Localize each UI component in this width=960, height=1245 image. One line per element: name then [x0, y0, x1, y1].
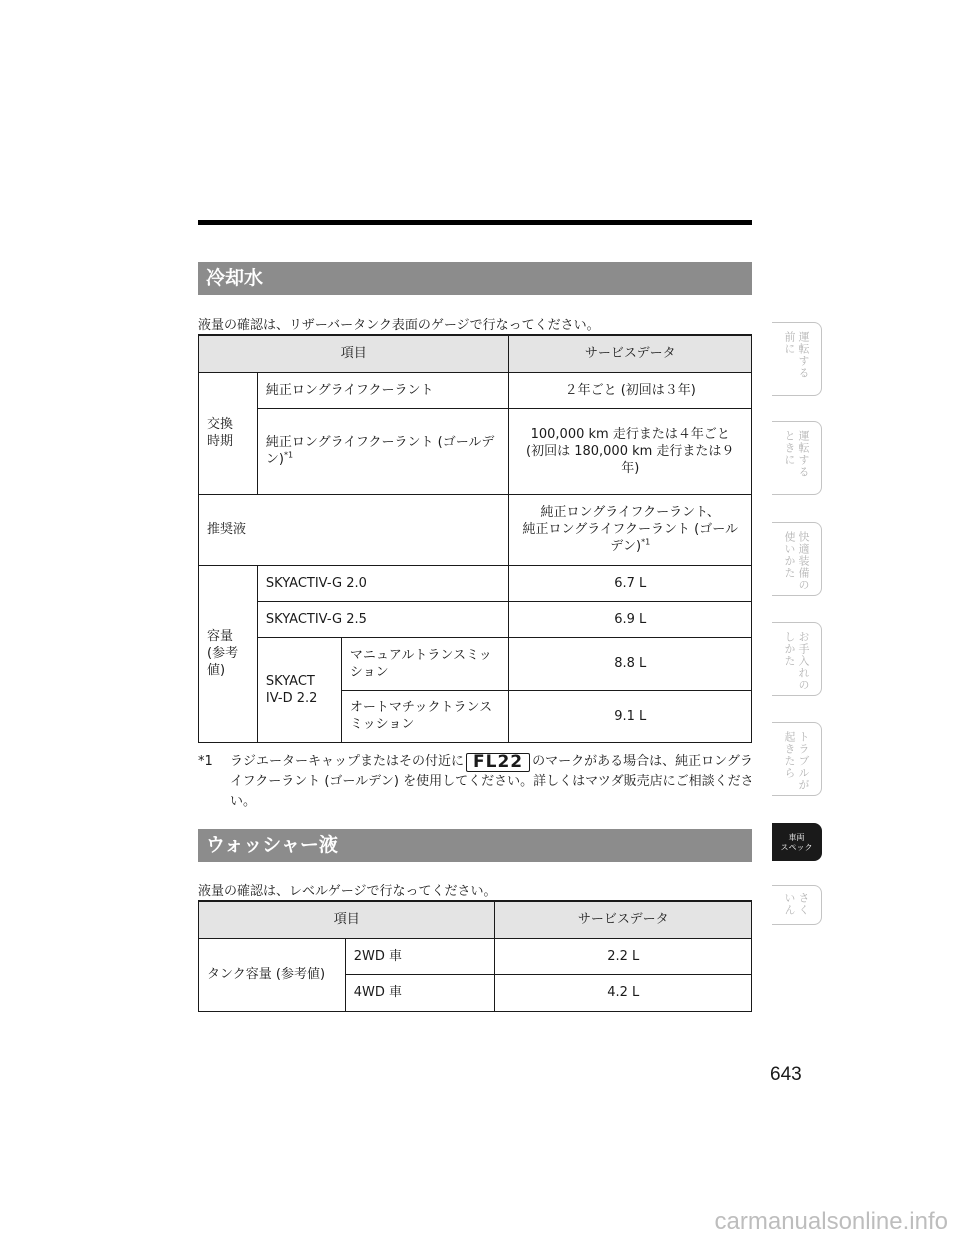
washer-intro: 液量の確認は、レベルゲージで行なってください。: [198, 884, 497, 899]
header-service-data: サービスデータ: [495, 901, 752, 938]
replace-row1-value: ２年ごと (初回は３年): [509, 372, 752, 408]
washer-2wd-value: 2.2 L: [495, 938, 752, 974]
section-title-washer: ウォッシャー液: [198, 829, 752, 862]
replace-row2-name: [257, 408, 509, 494]
capacity-g20-value: 6.7 L: [509, 565, 752, 601]
footnote-mark: *1: [198, 754, 213, 769]
coolant-footnote: [198, 752, 754, 812]
capacity-mt-name: マニュアルトランスミッション: [341, 637, 509, 690]
tab-comfort-features[interactable]: [772, 522, 822, 596]
coolant-table: [198, 334, 752, 743]
tank-capacity-label: タンク容量 (参考値): [199, 938, 346, 1011]
replace-row2-value: 100,000 km 走行または４年ごと (初回は 180,000 km 走行または９年): [509, 408, 752, 494]
fl22-badge: FL22: [466, 753, 530, 772]
capacity-label: 容量 (参考 値): [199, 565, 258, 742]
recommended-label: 推奨液: [199, 494, 509, 565]
top-rule: [198, 220, 752, 225]
tab-label-line1: 運転する: [797, 430, 810, 478]
recommended-value-text: 純正ロングライフクーラント、 純正ロングライフクーラント (ゴールデン): [522, 505, 738, 554]
tab-index[interactable]: [772, 885, 822, 925]
capacity-g25-name: SKYACTIV-G 2.5: [257, 601, 509, 637]
section-title-coolant: 冷却水: [198, 262, 752, 295]
coolant-intro: 液量の確認は、リザーバータンク表面のゲージで行なってください。: [198, 318, 600, 333]
footnote-body: [230, 752, 754, 812]
tab-label-line1: さく: [797, 892, 810, 916]
capacity-d22-name: SKYACT IV-D 2.2: [257, 637, 341, 742]
washer-table: [198, 900, 752, 1012]
recommended-value: [509, 494, 752, 565]
footnote-text-before: ラジエーターキャップまたはその付近に: [230, 754, 465, 769]
tab-label: 車両 スペック: [780, 833, 813, 852]
tab-label-line1: お手入れの: [797, 631, 810, 691]
tab-label-line2: 前に: [783, 331, 796, 355]
tab-before-driving[interactable]: [772, 322, 822, 396]
replace-row2-name-text: 純正ロングライフクーラント (ゴールデン): [265, 435, 495, 467]
tab-maintenance[interactable]: [772, 622, 822, 696]
washer-4wd-value: 4.2 L: [495, 974, 752, 1011]
tab-while-driving[interactable]: [772, 421, 822, 495]
tab-vehicle-specs[interactable]: [772, 823, 822, 861]
watermark: carmanualsonline.info: [714, 1208, 948, 1235]
tab-label-line2: いん: [783, 892, 796, 916]
tab-label-line2: 起きたら: [783, 731, 796, 779]
capacity-at-value: 9.1 L: [509, 690, 752, 742]
replace-interval-label: 交換 時期: [199, 372, 258, 494]
header-service-data: サービスデータ: [509, 335, 752, 372]
header-item: 項目: [199, 335, 509, 372]
tab-label-line2: 使いかた: [783, 531, 796, 579]
tab-label-line1: 運転する: [797, 331, 810, 379]
replace-row1-name: 純正ロングライフクーラント: [257, 372, 509, 408]
footnote-ref: *1: [641, 537, 651, 547]
tab-label-line1: トラブルが: [797, 731, 810, 791]
tab-label-line2: しかた: [783, 631, 796, 667]
washer-4wd-name: 4WD 車: [345, 974, 495, 1011]
footnote-text-after: のマークがある場合は、純正ロングライフクーラント (ゴールデン) を使用してください。詳しくはマツダ販売店にご相談ください。: [230, 754, 754, 809]
washer-2wd-name: 2WD 車: [345, 938, 495, 974]
footnote-ref: *1: [284, 450, 294, 460]
capacity-at-name: オートマチックトランスミッション: [341, 690, 509, 742]
capacity-g25-value: 6.9 L: [509, 601, 752, 637]
tab-troubleshooting[interactable]: [772, 722, 822, 796]
tab-label-line2: ときに: [783, 430, 796, 466]
capacity-mt-value: 8.8 L: [509, 637, 752, 690]
page-number: 643: [770, 1064, 802, 1085]
capacity-g20-name: SKYACTIV-G 2.0: [257, 565, 509, 601]
tab-label-line1: 快適装備の: [797, 531, 810, 591]
header-item: 項目: [199, 901, 495, 938]
